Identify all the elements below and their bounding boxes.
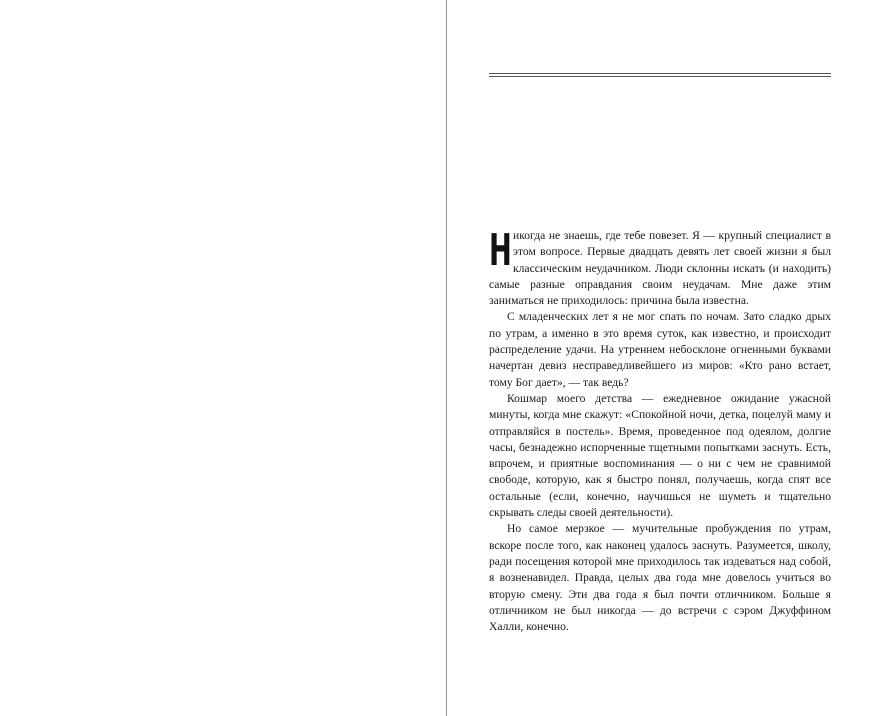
paragraph-2: С младенческих лет я не мог спать по ночам. Зато сладко дрых по утрам, а именно в это время суток, как известно, и происходит распределение удачи. На утреннем небосклоне огненными буквами начертан девиз несправедливейшего из миров: «Кто рано встает, тому Бог дает», — так ведь? bbox=[489, 310, 831, 389]
paragraph-4: Но самое мерзкое — мучительные пробуждения по утрам, вскоре после того, как наконец удалось заснуть. Разумеется, школу, ради посещения которой мне приходилось так издеваться над собой, я возненавидел. Правда, целых два года мне довелось учиться во вторую смену. Эти два года я был почти отличником. Больше я отличником не был никогда — до встречи с сэром Джуффином Халли, конечно. bbox=[489, 522, 831, 634]
paragraph-1-text: икогда не знаешь, где тебе повезет. Я — крупный специалист в этом вопросе. Первые двадцать девять лет своей жизни я был классическим неудачником. Люди склонны искать (и находить) самые разные оправдания своим неудачам. Мне даже этим заниматься не приходилось: причина была известна. bbox=[489, 229, 831, 308]
chapter-text bbox=[489, 225, 831, 635]
paragraph-1 bbox=[489, 225, 831, 309]
drop-cap: Н bbox=[489, 225, 512, 276]
left-page bbox=[0, 0, 446, 716]
chapter-rule-top bbox=[489, 73, 831, 74]
paragraph-3: Кошмар моего детства — ежедневное ожидание ужасной минуты, когда мне скажут: «Спокойной ночи, детка, поцелуй маму и отправляйся в постель». Время, проведенное под одеялом, долгие часы, безнадежно испорченные тщетными попытками заснуть. Есть, впрочем, и приятные воспоминания — о ни с чем не сравнимой свободе, которую, как я быстро понял, получаешь, когда спят все остальные (если, конечно, научишься не шуметь и тщательно скрывать следы своей деятельности). bbox=[489, 391, 831, 520]
chapter-rule-bottom bbox=[489, 76, 831, 77]
